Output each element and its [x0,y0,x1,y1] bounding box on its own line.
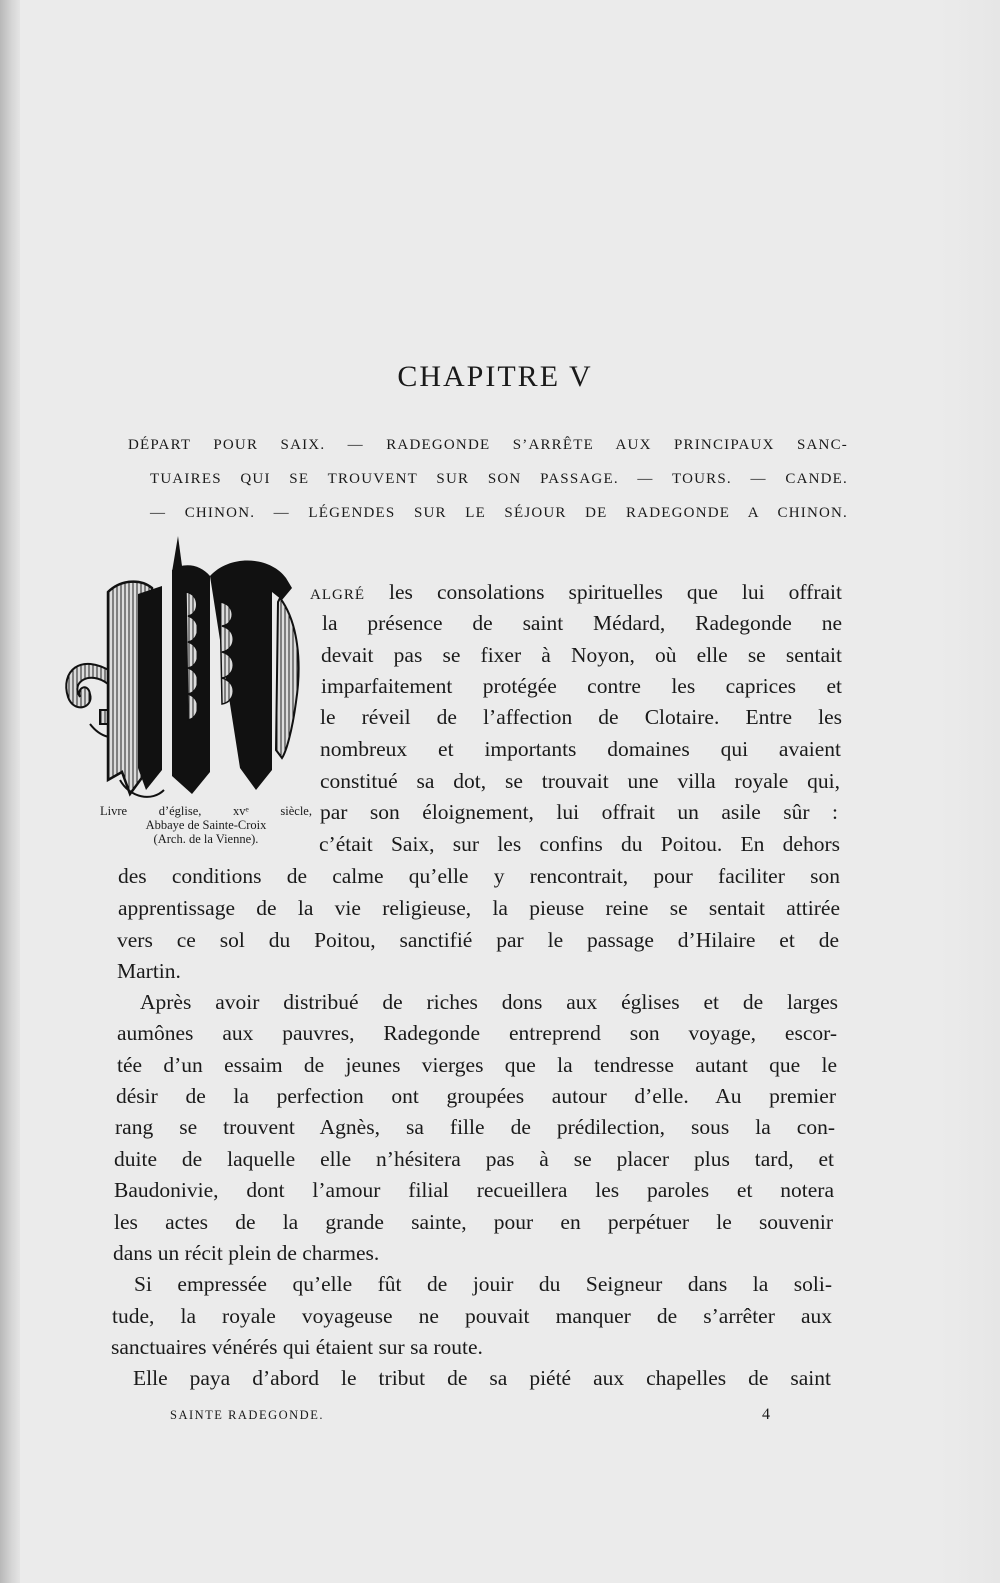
body-line: nombreux et importants domaines qui avaient [320,737,841,761]
body-line: apprentissage de la vie religieuse, la pieuse reine se sentait attirée [118,896,840,920]
illustration-caption [100,804,312,846]
decorated-initial-m [60,532,305,807]
body-line: devait pas se fixer à Noyon, où elle se sentait [321,643,842,667]
body-line: vers ce sol du Poitou, sanctifié par le passage d’Hilaire et de [117,928,839,952]
body-line: aumônes aux pauvres, Radegonde entreprend son voyage, escor- [117,1021,837,1045]
page-edge-shadow [0,0,20,1583]
page-number: 4 [762,1406,770,1423]
summary-line: — CHINON. — LÉGENDES SUR LE SÉJOUR DE RADEGONDE A CHINON. [150,505,848,521]
body-line: le réveil de l’affection de Clotaire. Entre les [320,705,842,729]
body-line: des conditions de calme qu’elle y rencontrait, pour faciliter son [118,864,840,888]
body-line: imparfaitement protégée contre les caprices et [321,674,842,698]
body-line: tée d’un essaim de jeunes vierges que la tendresse autant que le [117,1053,837,1077]
body-line: rang se trouvent Agnès, sa fille de prédilection, sous la con- [115,1115,835,1139]
body-line: Martin. [117,959,181,983]
body-line: algré les consolations spirituelles que lui offrait [310,580,842,604]
caption-line: Abbaye de Sainte-Croix [145,818,267,832]
body-line: duite de laquelle elle n’hésitera pas à se placer plus tard, et [114,1147,834,1171]
body-line: Baudonivie, dont l’amour filial recueillera les paroles et notera [114,1178,834,1202]
body-line: Si empressée qu’elle fût de jouir du Seigneur dans la soli- [134,1272,832,1296]
body-line: Après avoir distribué de riches dons aux églises et de larges [140,990,838,1014]
first-word-rest: algré [310,580,365,604]
initial-m-illustration [60,532,305,807]
chapter-summary [128,428,848,530]
body-line: les actes de la grande sainte, pour en perpétuer le souvenir [114,1210,833,1234]
body-line: sanctuaires vénérés qui étaient sur sa route. [111,1335,483,1359]
chapter-title: CHAPITRE V [397,360,593,394]
body-line: c’était Saix, sur les confins du Poitou. En dehors [319,832,840,856]
page-margin-right [940,0,1000,1583]
caption-line: Livre d’église, xvᵉ siècle, [100,804,312,818]
summary-line: DÉPART POUR SAIX. — RADEGONDE S’ARRÊTE AUX PRINCIPAUX SANC- [128,437,848,453]
summary-line: TUAIRES QUI SE TROUVENT SUR SON PASSAGE. — TOURS. — CANDE. [150,471,848,487]
body-line: par son éloignement, lui offrait un asile sûr : [320,800,838,824]
body-line: Elle paya d’abord le tribut de sa piété aux chapelles de saint [133,1366,831,1390]
running-head: SAINTE RADEGONDE. [170,1408,324,1422]
caption-line: (Arch. de la Vienne). [153,832,259,846]
body-line: désir de la perfection ont groupées autour d’elle. Au premier [116,1084,836,1108]
body-line: dans un récit plein de charmes. [113,1241,380,1265]
body-line: tude, la royale voyageuse ne pouvait manquer de s’arrêter aux [112,1304,832,1328]
body-line: la présence de saint Médard, Radegonde ne [322,611,842,635]
body-line: constitué sa dot, se trouvait une villa royale qui, [320,769,840,793]
